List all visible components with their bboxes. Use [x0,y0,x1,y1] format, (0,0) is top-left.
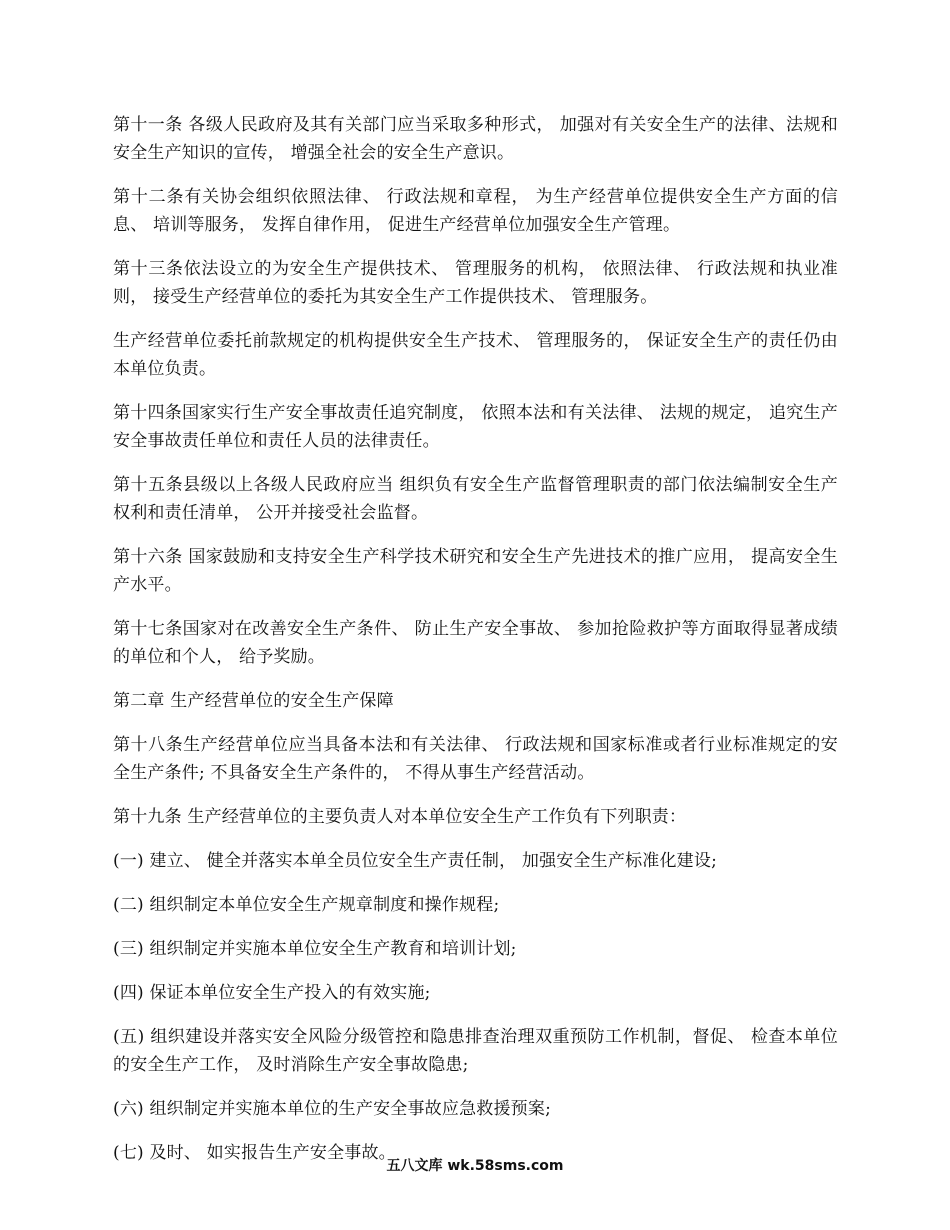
duty-item-6: (六) 组织制定并实施本单位的生产安全事故应急救援预案; [113,1099,551,1119]
duty-item-5: (五) 组织建设并落实安全风险分级管控和隐患排查治理双重预防工作机制，督促、 检查本单位的安全生产工作， 及时消除生产安全事故隐患; [113,1027,838,1075]
chapter-2-heading: 第二章 生产经营单位的安全生产保障 [113,691,394,711]
article-17-paragraph: 第十七条国家对在改善安全生产条件、 防止生产安全事故、 参加抢险救护等方面取得显著成绩的单位和个人， 给予奖励。 [113,619,838,667]
duty-item-2: (二) 组织制定本单位安全生产规章制度和操作规程; [113,895,500,915]
article-18-paragraph: 第十八条生产经营单位应当具备本法和有关法律、 行政法规和国家标准或者行业标准规定的安全生产条件; 不具备安全生产条件的， 不得从事生产经营活动。 [113,735,838,783]
article-19-paragraph: 第十九条 生产经营单位的主要负责人对本单位安全生产工作负有下列职责： [113,807,687,827]
footer-watermark: 五八文库 wk.58sms.com [386,1158,564,1174]
article-13-paragraph: 第十三条依法设立的为安全生产提供技术、 管理服务的机构， 依照法律、 行政法规和执业准则， 接受生产经营单位的委托为其安全生产工作提供技术、 管理服务。 [113,259,838,307]
document-body [113,111,838,1183]
duty-item-7: (七) 及时、 如实报告生产安全事故。 [113,1143,396,1163]
article-11-paragraph: 第十一条 各级人民政府及其有关部门应当采取多种形式， 加强对有关安全生产的法律、法规和安全生产知识的宣传， 增强全社会的安全生产意识。 [113,115,838,163]
article-15-paragraph: 第十五条县级以上各级人民政府应当 组织负有安全生产监督管理职责的部门依法编制安全生产权利和责任清单， 公开并接受社会监督。 [113,475,838,523]
article-12-paragraph: 第十二条有关协会组织依照法律、 行政法规和章程， 为生产经营单位提供安全生产方面的信息、 培训等服务， 发挥自律作用， 促进生产经营单位加强安全生产管理。 [113,187,838,235]
article-14-paragraph: 第十四条国家实行生产安全事故责任追究制度， 依照本法和有关法律、 法规的规定， 追究生产安全事故责任单位和责任人员的法律责任。 [113,403,838,451]
duty-item-3: (三) 组织制定并实施本单位安全生产教育和培训计划; [113,939,517,959]
article-13-clause-paragraph: 生产经营单位委托前款规定的机构提供安全生产技术、 管理服务的， 保证安全生产的责任仍由本单位负责。 [113,331,838,379]
duty-item-4: (四) 保证本单位安全生产投入的有效实施; [113,983,431,1003]
article-16-paragraph: 第十六条 国家鼓励和支持安全生产科学技术研究和安全生产先进技术的推广应用， 提高安全生产水平。 [113,547,838,595]
duty-item-1: (一) 建立、 健全并落实本单全员位安全生产责任制， 加强安全生产标准化建设; [113,851,718,871]
